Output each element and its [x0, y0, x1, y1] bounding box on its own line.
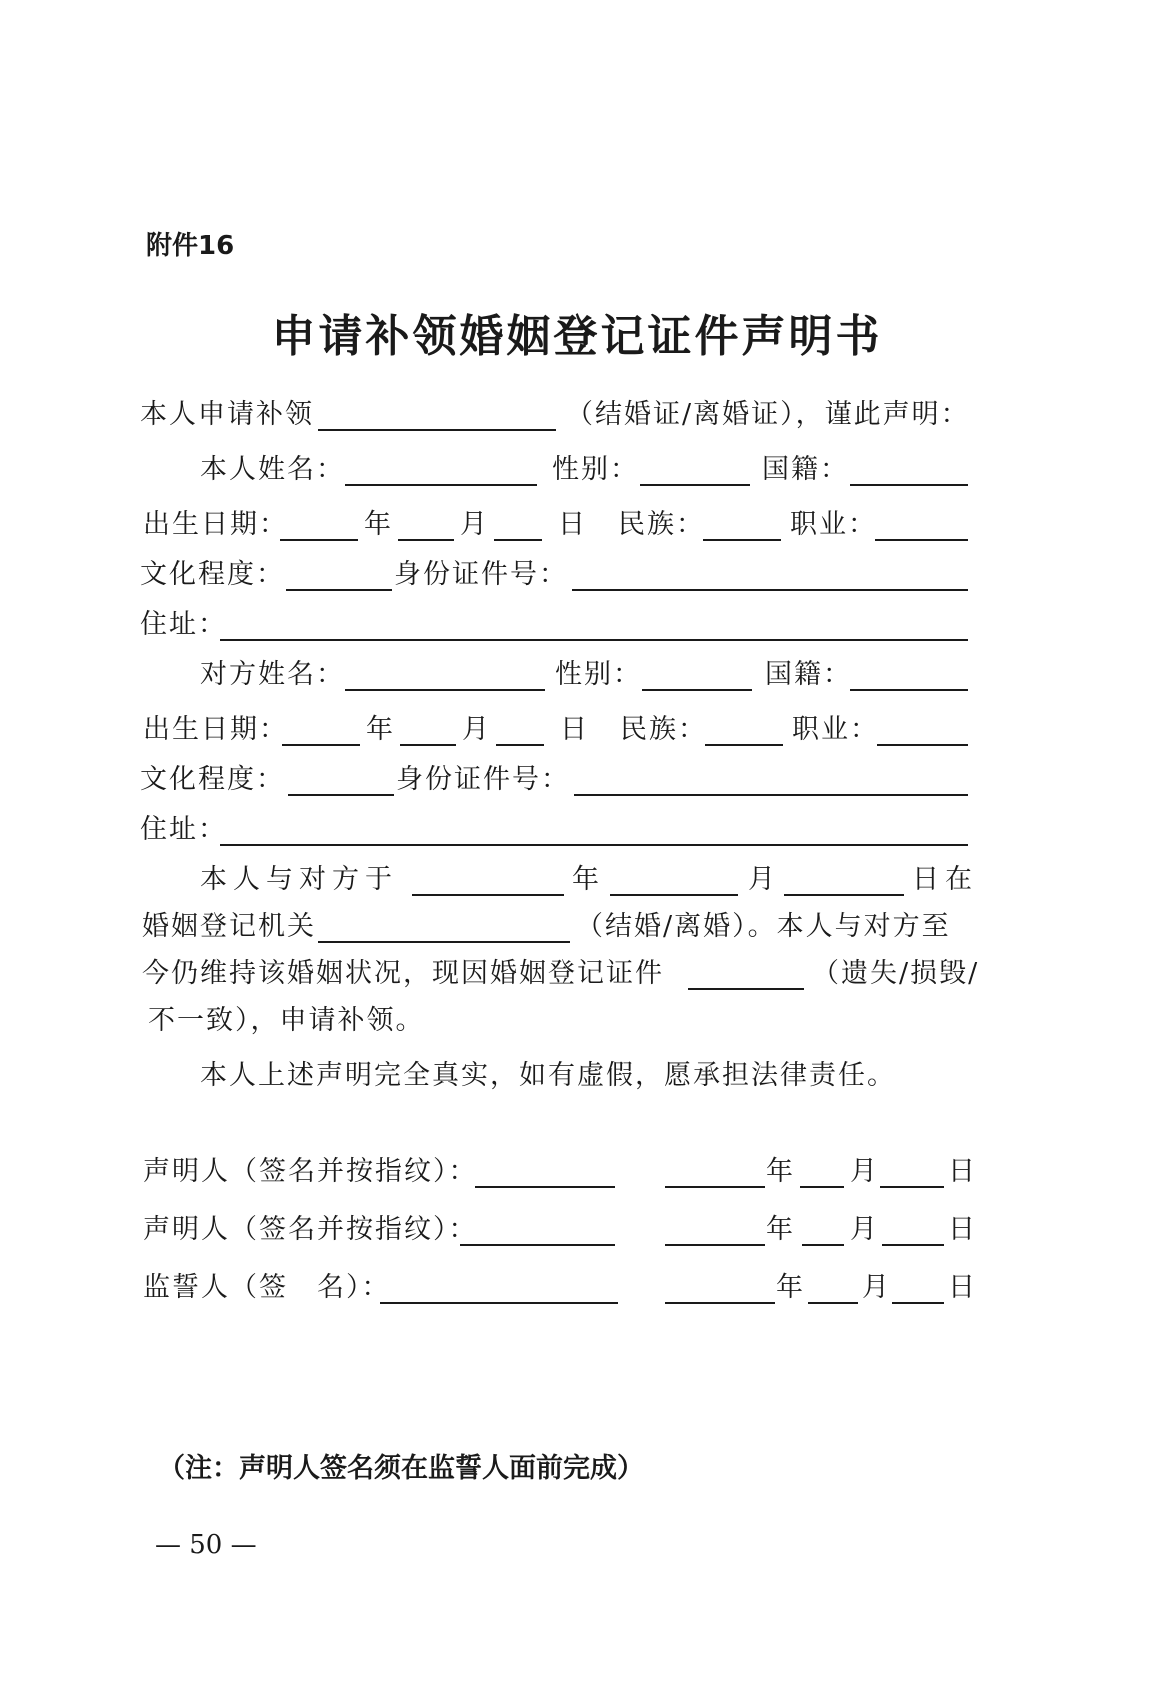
- intro-suffix: （结婚证/离婚证），谨此声明：: [566, 399, 970, 430]
- self-gender-label: 性别：: [552, 454, 639, 485]
- other-ethnicity-field[interactable]: [705, 744, 783, 746]
- signature-day-unit: 日: [948, 1156, 977, 1187]
- other-gender-field[interactable]: [642, 689, 752, 691]
- witness-month-unit: 月: [862, 1272, 891, 1303]
- signature-year-field[interactable]: [665, 1186, 765, 1188]
- self-address-label: 住址：: [140, 609, 227, 640]
- self-nationality-label: 国籍：: [762, 454, 849, 485]
- self-education-row: [0, 555, 1154, 599]
- witness-row: [0, 1268, 1154, 1312]
- intro-lead: 本人申请补领: [140, 399, 314, 430]
- other-birth-month-field[interactable]: [400, 744, 456, 746]
- signature-day-unit: 日: [948, 1214, 977, 1245]
- signature-month-unit: 月: [850, 1214, 879, 1245]
- self-name-label: 本人姓名：: [200, 454, 345, 485]
- witness-year-unit: 年: [776, 1272, 805, 1303]
- other-birth-year-unit: 年: [366, 714, 395, 745]
- witness-day-field[interactable]: [892, 1302, 944, 1304]
- signature-row: [0, 1152, 1154, 1196]
- document-title: 申请补领婚姻登记证件声明书: [271, 311, 883, 362]
- other-birth-day-field[interactable]: [496, 744, 544, 746]
- self-address-field[interactable]: [220, 639, 968, 641]
- self-birth-year-unit: 年: [364, 509, 393, 540]
- page-number: — 50 —: [155, 1530, 257, 1560]
- affirmation-text: 本人上述声明完全真实，如有虚假，愿承担法律责任。: [200, 1060, 896, 1091]
- other-ethnicity-label: 民族：: [620, 714, 707, 745]
- marriage-day-field[interactable]: [784, 894, 904, 896]
- other-address-label: 住址：: [140, 814, 227, 845]
- witness-year-field[interactable]: [665, 1302, 775, 1304]
- self-occupation-label: 职业：: [790, 509, 877, 540]
- self-gender-field[interactable]: [640, 484, 750, 486]
- self-id-field[interactable]: [572, 589, 968, 591]
- marriage-line3-suffix: （遗失/损毁/: [812, 958, 980, 989]
- marriage-office-row: [0, 907, 1154, 951]
- signature-row: [0, 1210, 1154, 1254]
- marriage-line4: 不一致），申请补领。: [148, 1005, 425, 1036]
- other-name-field[interactable]: [345, 689, 545, 691]
- other-birth-label: 出生日期：: [143, 714, 288, 745]
- witness-signature-field[interactable]: [380, 1302, 618, 1304]
- self-birth-month-field[interactable]: [398, 539, 454, 541]
- certificate-type-field[interactable]: [318, 429, 556, 431]
- self-name-row: [0, 450, 1154, 494]
- marriage-office-label: 婚姻登记机关: [142, 911, 316, 942]
- marriage-type-suffix: （结婚/离婚）。本人与对方至: [576, 911, 951, 942]
- self-birth-day-field[interactable]: [494, 539, 542, 541]
- other-birth-year-field[interactable]: [282, 744, 360, 746]
- other-name-row: [0, 655, 1154, 699]
- marriage-month-field[interactable]: [610, 894, 738, 896]
- other-id-label: 身份证件号：: [396, 764, 570, 795]
- other-name-label: 对方姓名：: [200, 659, 345, 690]
- other-education-row: [0, 760, 1154, 804]
- self-education-label: 文化程度：: [140, 559, 285, 590]
- signature-day-field[interactable]: [880, 1186, 944, 1188]
- self-address-row: [0, 605, 1154, 649]
- other-address-field[interactable]: [220, 844, 968, 846]
- witness-month-field[interactable]: [808, 1302, 858, 1304]
- self-birth-row: [0, 505, 1154, 549]
- self-birth-month-unit: 月: [460, 509, 489, 540]
- intro-line: [0, 395, 1154, 439]
- signature-year-unit: 年: [766, 1156, 795, 1187]
- marriage-reason-row: [0, 954, 1154, 998]
- self-name-field[interactable]: [345, 484, 537, 486]
- signature-year-unit: 年: [766, 1214, 795, 1245]
- marriage-line3-lead: 今仍维持该婚姻状况，现因婚姻登记证件: [142, 958, 664, 989]
- signature-year-field[interactable]: [665, 1244, 765, 1246]
- attachment-label: 附件16: [146, 231, 235, 261]
- other-address-row: [0, 810, 1154, 854]
- other-birth-day-unit: 日: [560, 714, 589, 745]
- marriage-lead: 本人与对方于: [200, 864, 398, 895]
- marriage-month-unit: 月: [748, 864, 777, 895]
- marriage-date-row: [0, 860, 1154, 904]
- marriage-day-at: 日在: [912, 864, 978, 895]
- self-nationality-field[interactable]: [850, 484, 968, 486]
- signature-month-field[interactable]: [800, 1186, 844, 1188]
- witness-day-unit: 日: [948, 1272, 977, 1303]
- self-id-label: 身份证件号：: [394, 559, 568, 590]
- other-id-field[interactable]: [574, 794, 968, 796]
- other-occupation-field[interactable]: [877, 744, 968, 746]
- marriage-year-field[interactable]: [412, 894, 564, 896]
- signature-field[interactable]: [460, 1244, 615, 1246]
- loss-reason-field[interactable]: [688, 988, 804, 990]
- signature-label: 声明人（签名并按指纹）：: [143, 1156, 478, 1187]
- other-education-label: 文化程度：: [140, 764, 285, 795]
- signature-month-unit: 月: [850, 1156, 879, 1187]
- witness-label: 监誓人（签 名）：: [143, 1272, 391, 1303]
- signature-day-field[interactable]: [882, 1244, 944, 1246]
- self-birth-year-field[interactable]: [280, 539, 358, 541]
- marriage-year-unit: 年: [572, 864, 601, 895]
- signature-label: 声明人（签名并按指纹）：: [143, 1214, 478, 1245]
- other-gender-label: 性别：: [555, 659, 642, 690]
- other-nationality-field[interactable]: [850, 689, 968, 691]
- self-ethnicity-label: 民族：: [618, 509, 705, 540]
- self-birth-day-unit: 日: [558, 509, 587, 540]
- signature-field[interactable]: [475, 1186, 615, 1188]
- self-ethnicity-field[interactable]: [703, 539, 781, 541]
- self-birth-label: 出生日期：: [143, 509, 288, 540]
- self-education-field[interactable]: [286, 589, 392, 591]
- other-nationality-label: 国籍：: [765, 659, 852, 690]
- footnote: （注：声明人签名须在监誓人面前完成）: [158, 1453, 644, 1484]
- other-education-field[interactable]: [288, 794, 394, 796]
- marriage-office-field[interactable]: [318, 941, 570, 943]
- self-occupation-field[interactable]: [875, 539, 968, 541]
- other-birth-row: [0, 710, 1154, 754]
- other-birth-month-unit: 月: [462, 714, 491, 745]
- signature-month-field[interactable]: [802, 1244, 844, 1246]
- other-occupation-label: 职业：: [792, 714, 879, 745]
